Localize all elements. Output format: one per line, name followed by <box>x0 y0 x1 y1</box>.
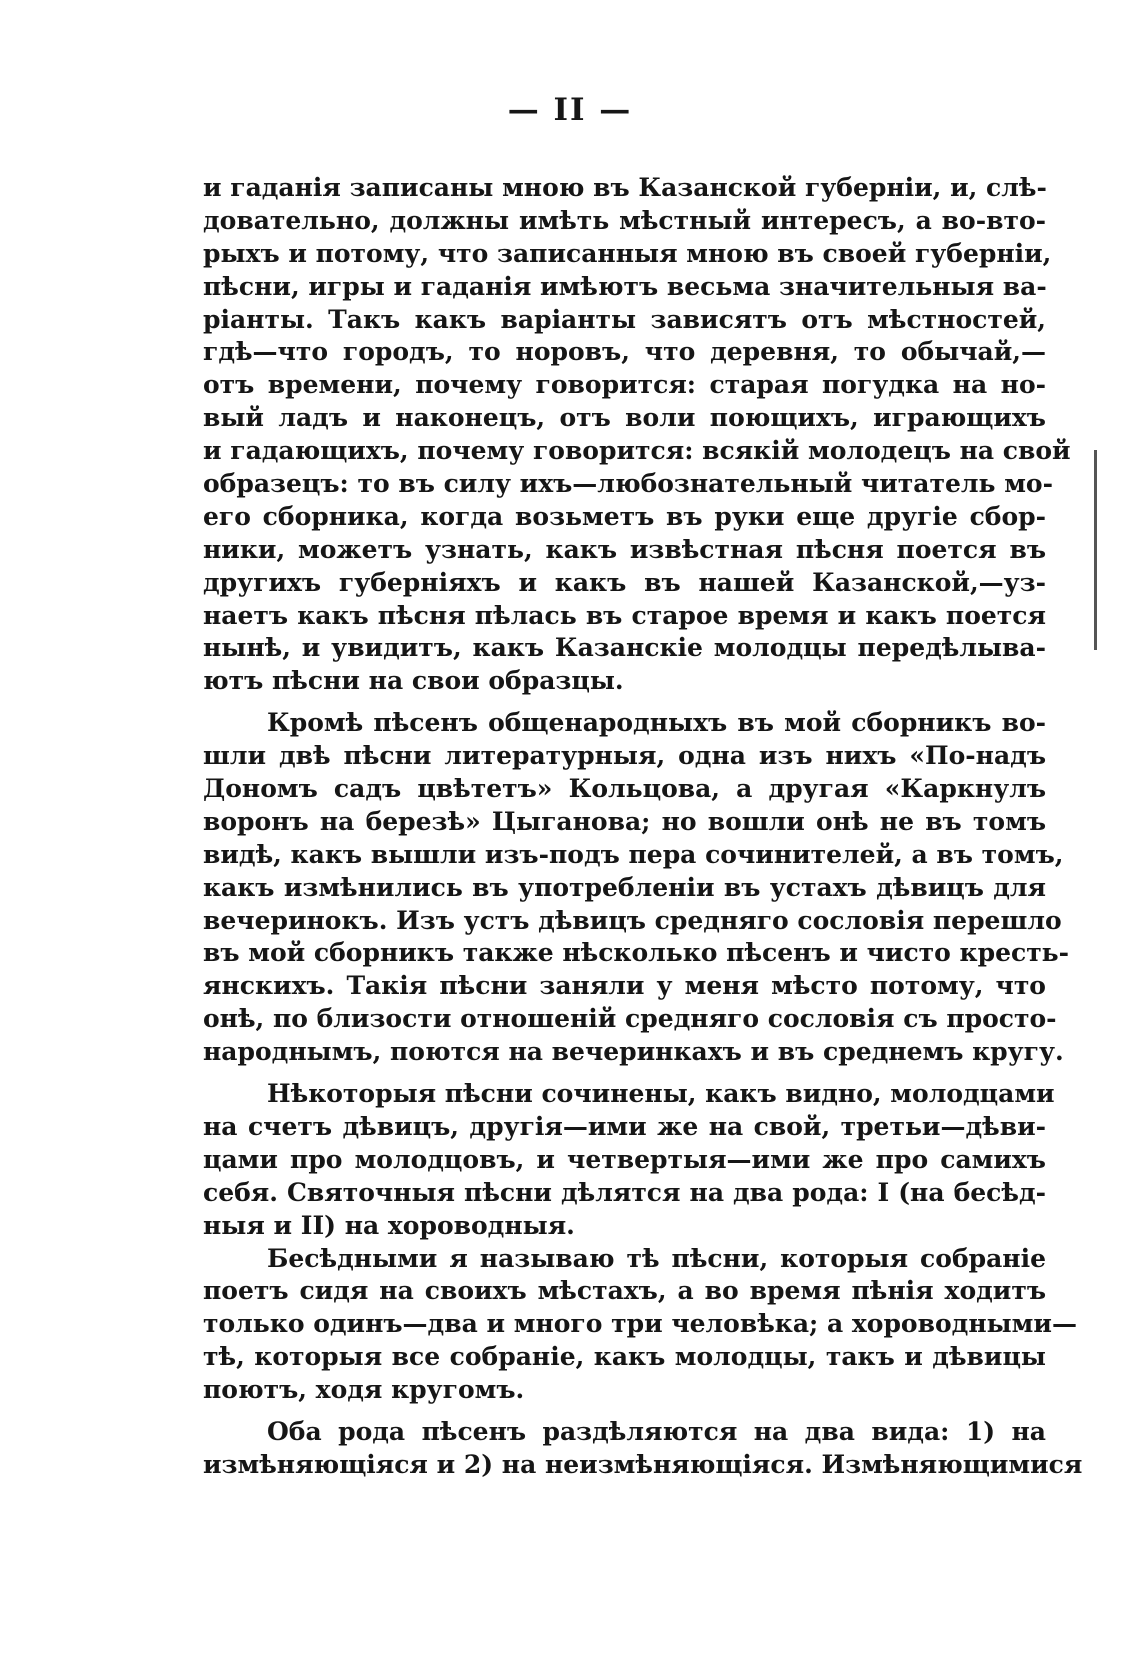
text-line: Кромѣ пѣсенъ общенародныхъ въ мой сборникъ во- <box>267 708 1046 738</box>
text-line: ютъ пѣсни на свои образцы. <box>203 666 624 696</box>
text-line: Нѣкоторыя пѣсни сочинены, какъ видно, молодцами <box>267 1079 1055 1109</box>
text-line: онѣ, по близости отношеній средняго сословія съ просто- <box>203 1004 1057 1034</box>
text-line: на счетъ дѣвицъ, другія—ими же на свой, третьи—дѣви- <box>203 1111 1046 1141</box>
text-line: ныя и II) на хороводныя. <box>203 1210 575 1240</box>
text-line: Дономъ садъ цвѣтетъ» Кольцова, а другая «Каркнулъ <box>203 774 1046 804</box>
text-line: только одинъ—два и много три человѣка; а хороводными— <box>203 1309 1077 1339</box>
text-line: и гаданія записаны мною въ Казанской губерніи, и, слѣ- <box>203 173 1047 202</box>
text-line: вечеринокъ. Изъ устъ дѣвицъ средняго сословія перешло <box>203 905 1062 935</box>
text-line: пѣсни, игры и гаданія имѣютъ весьма значительныя ва- <box>203 271 1047 301</box>
text-line: рыхъ и потому, что записанныя мною въ своей губерніи, <box>203 238 1052 268</box>
text-line: Оба рода пѣсенъ раздѣляются на два вида: 1) на <box>267 1416 1046 1446</box>
text-line: наетъ какъ пѣсня пѣлась въ старое время и какъ поется <box>203 600 1046 630</box>
text-line: шли двѣ пѣсни литературныя, одна изъ нихъ «По-надъ <box>203 741 1046 771</box>
text-line: и гадающихъ, почему говорится: всякій молодецъ на свой <box>203 436 1071 466</box>
text-line: его сборника, когда возьметъ въ руки еще другіе сбор- <box>203 501 1046 531</box>
body-text <box>203 172 1083 1482</box>
text-line: воронъ на березѣ» Цыганова; но вошли онѣ не въ томъ <box>203 806 1046 836</box>
text-line: какъ измѣнились въ употребленіи въ устахъ дѣвицъ для <box>203 872 1046 902</box>
text-line: народнымъ, поются на вечеринкахъ и въ среднемъ кругу. <box>203 1037 1064 1067</box>
paragraph-5 <box>203 1416 1083 1482</box>
page-edge-mark <box>1094 450 1097 650</box>
text-line: образецъ: то въ силу ихъ—любознательный читатель мо- <box>203 469 1053 499</box>
text-line: довательно, должны имѣть мѣстный интересъ, а во-вто- <box>203 205 1046 235</box>
text-line: Бесѣдными я называю тѣ пѣсни, которыя собраніе <box>267 1243 1046 1273</box>
text-line: тѣ, которыя все собраніе, какъ молодцы, такъ и дѣвицы <box>203 1342 1046 1372</box>
text-line: измѣняющіяся и 2) на неизмѣняющіяся. Измѣняющимися <box>203 1449 1083 1479</box>
paragraph-1 <box>203 172 1071 698</box>
text-line: другихъ губерніяхъ и какъ въ нашей Казанской,—уз- <box>203 567 1046 597</box>
text-line: гдѣ—что городъ, то норовъ, что деревня, то обычай,— <box>203 337 1046 367</box>
text-line: поютъ, ходя кругомъ. <box>203 1375 525 1405</box>
paragraph-4 <box>203 1243 1077 1407</box>
text-line: отъ времени, почему говорится: старая погудка на но- <box>203 370 1046 400</box>
text-line: янскихъ. Такія пѣсни заняли у меня мѣсто потому, что <box>203 971 1046 1001</box>
text-line: ники, можетъ узнать, какъ извѣстная пѣсня поется въ <box>203 534 1046 564</box>
text-line: въ мой сборникъ также нѣсколько пѣсенъ и чисто кресть- <box>203 938 1070 968</box>
text-line: вый ладъ и наконецъ, отъ воли поющихъ, играющихъ <box>203 403 1046 433</box>
text-line: ріанты. Такъ какъ варіанты зависятъ отъ мѣстностей, <box>203 304 1046 334</box>
text-line: поетъ сидя на своихъ мѣстахъ, а во время пѣнія ходитъ <box>203 1276 1046 1306</box>
text-line: нынѣ, и увидитъ, какъ Казанскіе молодцы передѣлыва- <box>203 633 1046 663</box>
text-line: видѣ, какъ вышли изъ-подъ пера сочинителей, а въ томъ, <box>203 839 1064 869</box>
page-number: — II — <box>507 92 633 128</box>
text-line: цами про молодцовъ, и четвертыя—ими же про самихъ <box>203 1144 1046 1174</box>
paragraph-3 <box>203 1078 1055 1242</box>
text-line: себя. Святочныя пѣсни дѣлятся на два рода: I (на бесѣд- <box>203 1177 1046 1207</box>
paragraph-2 <box>203 707 1070 1069</box>
